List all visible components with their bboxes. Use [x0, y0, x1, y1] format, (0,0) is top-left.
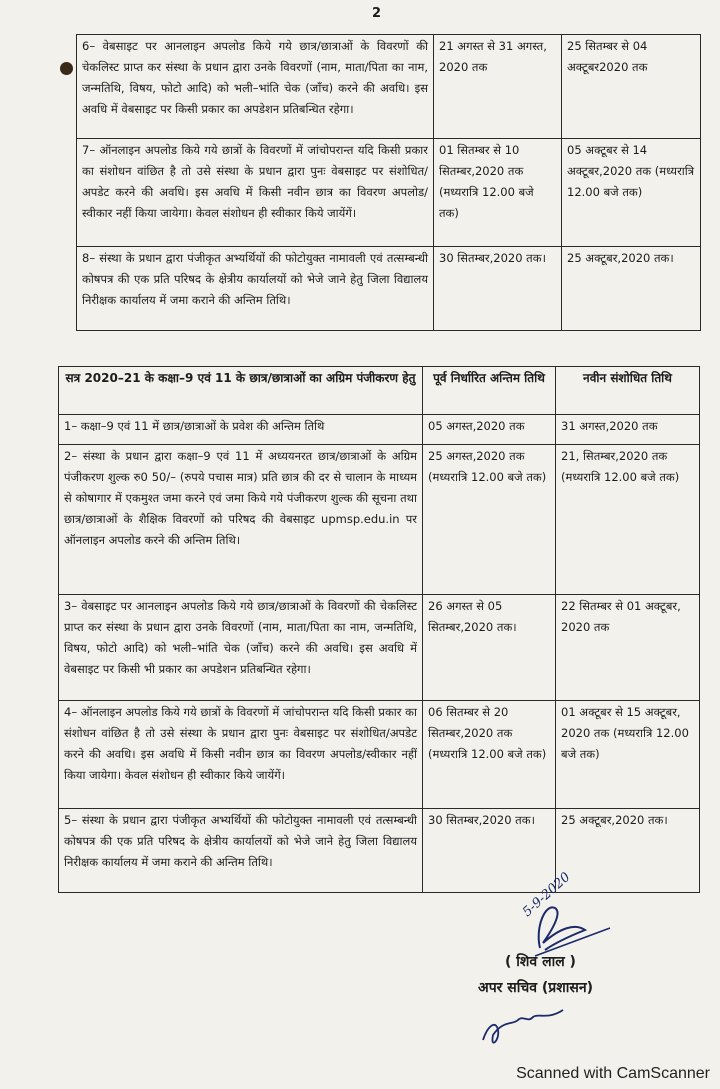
new-date: 25 सितम्बर से 04 अक्टूबर2020 तक	[562, 35, 701, 139]
table-row	[77, 247, 701, 331]
punch-hole-mark	[60, 62, 73, 75]
old-date: 21 अगस्त से 31 अगस्त, 2020 तक	[434, 35, 562, 139]
advance-registration-table	[58, 366, 700, 893]
table-row	[77, 139, 701, 247]
old-date: 01 सितम्बर से 10 सितम्बर,2020 तक (मध्यरात्रि 12.00 बजे तक)	[434, 139, 562, 247]
new-date: 01 अक्टूबर से 15 अक्टूबर, 2020 तक (मध्यरात्रि 12.00 बजे तक)	[556, 701, 700, 809]
row-description: 1– कक्षा–9 एवं 11 में छात्र/छात्राओं के प्रवेश की अन्तिम तिथि	[59, 415, 423, 445]
page-number: 2	[372, 6, 382, 21]
row-description: 5– संस्था के प्रधान द्वारा पंजीकृत अभ्यर्थियों की फोटोयुक्त नामावली एवं तत्सम्बन्धी कोषपत्र की एक प्रति परिषद के क्षेत्रीय कार्यालयों को भेजे जाने हेतु जिला विद्यालय निरीक्षक कार्यालय में जमा कराने की अन्तिम तिथि।	[59, 809, 423, 893]
header-description: सत्र 2020–21 के कक्षा–9 एवं 11 के छात्र/छात्राओं का अग्रिम पंजीकरण हेतु	[59, 367, 423, 415]
old-date: 30 सितम्बर,2020 तक।	[423, 809, 556, 893]
header-old-date: पूर्व निर्धारित अन्तिम तिथि	[423, 367, 556, 415]
new-date: 31 अगस्त,2020 तक	[556, 415, 700, 445]
handwritten-date: 5-9-2020	[519, 869, 574, 920]
table-row	[59, 445, 700, 595]
signatory-designation: अपर सचिव (प्रशासन)	[478, 980, 594, 996]
row-description: 7– ऑनलाइन अपलोड किये गये छात्रों के विवरणों में जांचोपरान्त यदि किसी प्रकार का संशोधन वांछित है तो उसे संस्था के प्रधान द्वारा पुनः वेबसाइट पर संशोधित/अपडेट करने की अवधि। इस अवधि में किसी नवीन छात्र का विवरण अपलोड/स्वीकार नहीं किया जायेगा। केवल संशोधन ही स्वीकार किये जायेंगें।	[77, 139, 434, 247]
row-description: 2– संस्था के प्रधान द्वारा कक्षा–9 एवं 11 में अध्ययनरत छात्र/छात्राओं के अग्रिम पंजीकरण शुल्क रु0 50/– (रुपये पचास मात्र) प्रति छात्र की दर से चालान के माध्यम से कोषागार में एकमुश्त जमा करने एवं जमा किये गये पंजीकरण शुल्क की सूचना तथा छात्र/छात्राओं के शैक्षिक विवरणों को परिषद की वेबसाइट upmsp.edu.in पर ऑनलाइन अपलोड करने की अन्तिम तिथि।	[59, 445, 423, 595]
table-row	[77, 35, 701, 139]
signatory-name: ( शिव लाल )	[505, 954, 576, 970]
new-date: 21, सितम्बर,2020 तक (मध्यरात्रि 12.00 बजे तक)	[556, 445, 700, 595]
table-row	[59, 595, 700, 701]
new-date: 05 अक्टूबर से 14 अक्टूबर,2020 तक (मध्यरात्रि 12.00 बजे तक)	[562, 139, 701, 247]
schedule-table-continued	[76, 34, 701, 331]
scanner-watermark: Scanned with CamScanner	[516, 1065, 710, 1082]
initials-scribble	[478, 1005, 568, 1055]
table-header-row	[59, 367, 700, 415]
row-description: 4– ऑनलाइन अपलोड किये गये छात्रों के विवरणों में जांचोपरान्त यदि किसी प्रकार का संशोधन वांछित है तो उसे संस्था के प्रधान द्वारा पुनः वेबसाइट पर संशोधित/अपडेट करने की अवधि। इस अवधि में किसी नवीन छात्र का विवरण अपलोड/स्वीकार नहीं किया जायेगा। केवल संशोधन ही स्वीकार किये जायेंगें।	[59, 701, 423, 809]
row-description: 3– वेबसाइट पर आनलाइन अपलोड किये गये छात्र/छात्राओं के विवरणों की चेकलिस्ट प्राप्त कर संस्था के प्रधान द्वारा उनके विवरणों (नाम, माता/पिता का नाम, जन्मतिथि, विषय, फोटो आदि) को भली–भांति चेक (जाँच) करने की अवधि। इस अवधि में वेबसाइट पर किसी भी प्रकार का अपडेशन प्रतिबन्धित रहेगा।	[59, 595, 423, 701]
table-row	[59, 701, 700, 809]
old-date: 26 अगस्त से 05 सितम्बर,2020 तक।	[423, 595, 556, 701]
new-date: 25 अक्टूबर,2020 तक।	[562, 247, 701, 331]
old-date: 25 अगस्त,2020 तक (मध्यरात्रि 12.00 बजे तक)	[423, 445, 556, 595]
new-date: 22 सितम्बर से 01 अक्टूबर, 2020 तक	[556, 595, 700, 701]
new-date: 25 अक्टूबर,2020 तक।	[556, 809, 700, 893]
old-date: 30 सितम्बर,2020 तक।	[434, 247, 562, 331]
table-row	[59, 415, 700, 445]
old-date: 06 सितम्बर से 20 सितम्बर,2020 तक (मध्यरात्रि 12.00 बजे तक)	[423, 701, 556, 809]
old-date: 05 अगस्त,2020 तक	[423, 415, 556, 445]
row-description: 8– संस्था के प्रधान द्वारा पंजीकृत अभ्यर्थियों की फोटोयुक्त नामावली एवं तत्सम्बन्धी कोषपत्र की एक प्रति परिषद के क्षेत्रीय कार्यालयों को भेजे जाने हेतु जिला विद्यालय निरीक्षक कार्यालय में जमा कराने की अन्तिम तिथि।	[77, 247, 434, 331]
row-description: 6– वेबसाइट पर आनलाइन अपलोड किये गये छात्र/छात्राओं के विवरणों की चेकलिस्ट प्राप्त कर संस्था के प्रधान द्वारा उनके विवरणों (नाम, माता/पिता का नाम, जन्मतिथि, विषय, फोटो आदि) को भली–भांति चेक (जाँच) करने की अवधि। इस अवधि में वेबसाइट पर किसी प्रकार का अपडेशन प्रतिबन्धित रहेगा।	[77, 35, 434, 139]
table-row	[59, 809, 700, 893]
header-new-date: नवीन संशोधित तिथि	[556, 367, 700, 415]
